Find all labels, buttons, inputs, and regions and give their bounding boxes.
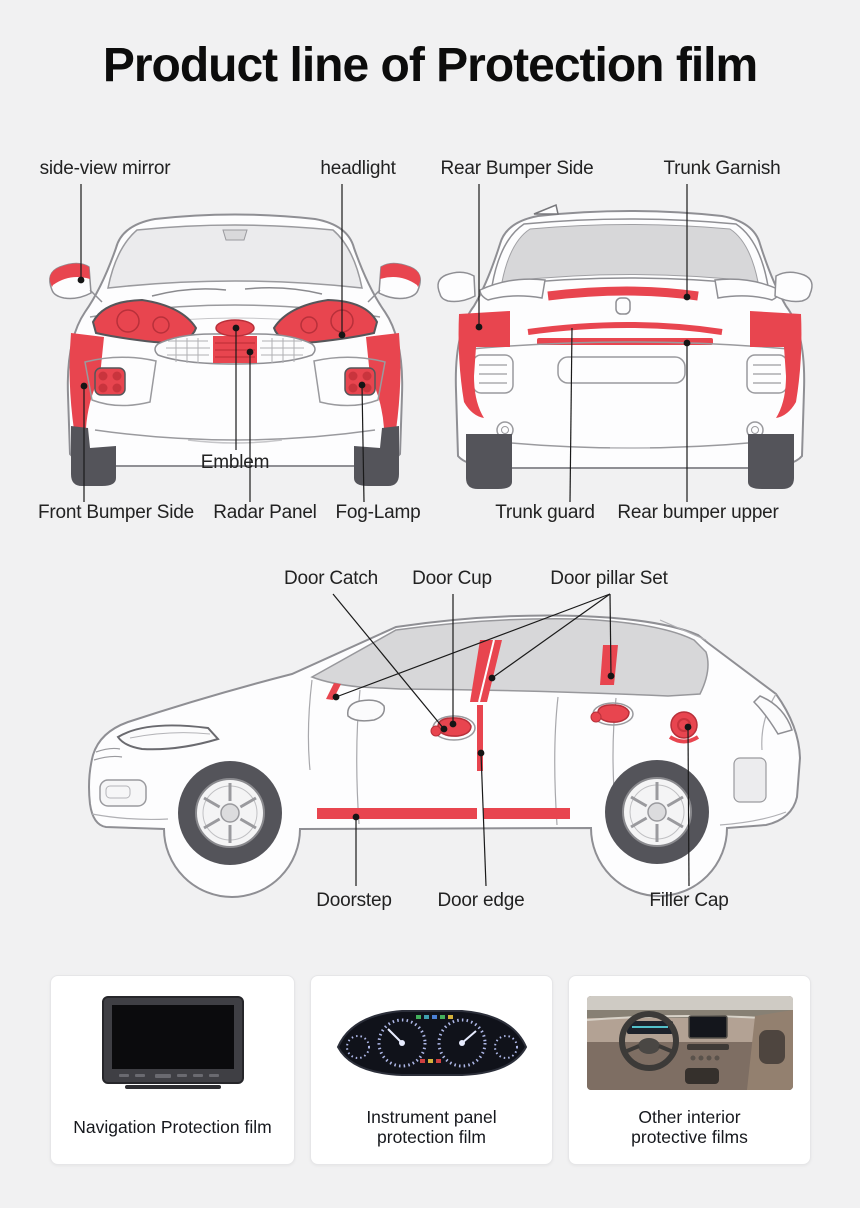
door-cup-film-front [438, 718, 471, 736]
label-headlight: headlight [320, 158, 396, 179]
door-catch-film-front [431, 726, 441, 736]
rear-wheel [605, 760, 709, 864]
instrument-cluster-icon [332, 982, 532, 1104]
trunk-garnish-film [548, 291, 698, 296]
side-diagram-section [0, 560, 860, 920]
label-rear-bumper-upper: Rear bumper upper [617, 502, 779, 523]
label-door-catch: Door Catch [283, 568, 379, 589]
tire-right [748, 434, 794, 489]
page-title: Product line of Protection film [102, 39, 758, 92]
navigation-display-icon [93, 982, 253, 1104]
label-front-bumper-side: Front Bumper Side [37, 502, 195, 523]
card-navigation-protection-film [50, 975, 295, 1165]
door-catch-film-rear [591, 712, 601, 722]
label-door-edge: Door edge [437, 890, 525, 911]
label-radar-panel: Radar Panel [213, 502, 317, 523]
label-doorstep: Doorstep [316, 890, 392, 911]
fog-lamp-film-left [95, 368, 125, 395]
door-edge-film [477, 705, 483, 771]
car-interior-dashboard-icon [587, 982, 793, 1104]
label-side-view-mirror: side-view mirror [39, 158, 171, 179]
front-view-car-illustration [40, 190, 430, 490]
card-label: Other interior protective films [631, 1107, 748, 1147]
front-rear-diagram-section [0, 150, 860, 540]
label-emblem: Emblem [200, 452, 270, 473]
tire-left [466, 434, 512, 489]
side-view-car-illustration [60, 600, 810, 900]
label-trunk-guard: Trunk guard [495, 502, 595, 523]
label-door-pillar-set: Door pillar Set [550, 568, 668, 589]
doorstep-film-rear [483, 808, 570, 819]
emblem-film [216, 320, 254, 336]
front-wheel [178, 761, 282, 865]
card-label: Instrument panel protection film [366, 1107, 497, 1147]
label-filler-cap: Filler Cap [649, 890, 729, 911]
card-other-interior-protective-films [568, 975, 811, 1165]
card-instrument-panel-protection-film [310, 975, 553, 1165]
doorstep-film-front [317, 808, 477, 819]
label-door-cup: Door Cup [412, 568, 492, 589]
label-rear-bumper-side: Rear Bumper Side [440, 158, 594, 179]
door-cup-film-rear [598, 705, 629, 722]
rear-view-car-illustration [430, 190, 830, 490]
label-trunk-garnish: Trunk Garnish [663, 158, 781, 179]
card-label: Navigation Protection film [73, 1117, 272, 1137]
label-fog-lamp: Fog-Lamp [335, 502, 421, 523]
filler-cap-film [671, 712, 697, 738]
fog-lamp-film-right [345, 368, 375, 395]
product-cards-section [0, 975, 860, 1165]
